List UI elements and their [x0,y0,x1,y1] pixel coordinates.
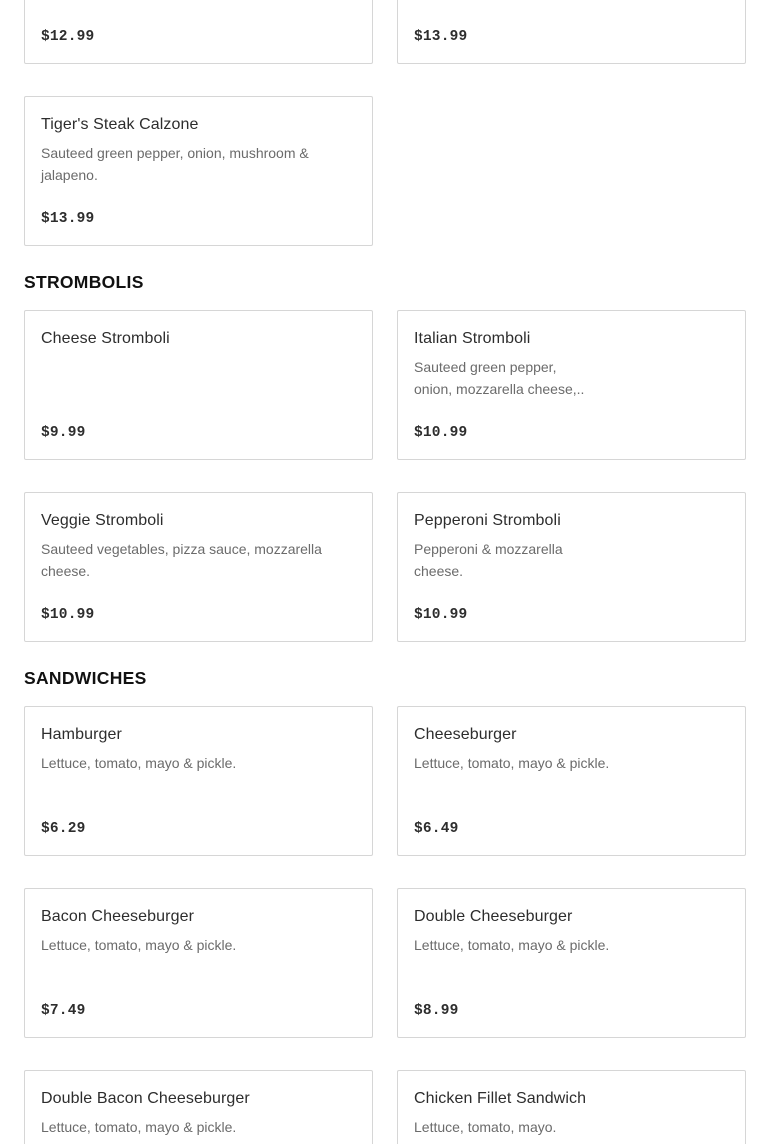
menu-item-card[interactable] [24,310,373,460]
item-description: Sauteed green pepper, onion, mozzarella cheese,.. [414,359,585,397]
item-description: Lettuce, tomato, mayo & pickle. [41,1119,237,1135]
item-price: $7.49 [41,1003,86,1019]
item-name: Veggie Stromboli [41,512,164,529]
item-name: Tiger's Steak Calzone [41,116,199,133]
menu-item-card[interactable] [24,96,373,246]
item-price: $13.99 [414,29,468,45]
menu-item-card[interactable] [24,1070,373,1144]
item-price: $10.99 [414,607,468,623]
item-price: $10.99 [41,607,95,623]
menu-item-card[interactable] [397,706,746,856]
item-name: Hamburger [41,726,122,743]
item-name: Pepperoni Stromboli [414,512,561,529]
item-description: Sauteed green pepper, onion, mushroom & jalapeno. [41,145,309,183]
item-description: Lettuce, tomato, mayo. [414,1119,557,1135]
item-description: Lettuce, tomato, mayo & pickle. [414,755,610,771]
menu-item-card[interactable] [24,888,373,1038]
item-description: Sauteed vegetables, pizza sauce, mozzarella cheese. [41,541,322,579]
menu-item-card[interactable] [24,492,373,642]
item-name: Cheese Stromboli [41,330,170,347]
menu-item-card[interactable] [397,492,746,642]
menu-item-card[interactable] [397,888,746,1038]
menu-item-card[interactable] [24,706,373,856]
item-name: Double Bacon Cheeseburger [41,1090,250,1107]
item-price: $13.99 [41,211,95,227]
item-name: Bacon Cheeseburger [41,908,195,925]
item-name: Chicken Fillet Sandwich [414,1090,587,1107]
item-name: Cheeseburger [414,726,517,743]
item-name: Double Cheeseburger [414,908,573,925]
section-title-sandwiches: SANDWICHES [24,668,147,688]
item-name: Italian Stromboli [414,330,531,347]
section-title-strombolis: STROMBOLIS [24,272,144,292]
item-price: $6.29 [41,821,86,837]
item-description: Lettuce, tomato, mayo & pickle. [41,937,237,953]
item-price: $12.99 [41,29,95,45]
item-description: Pepperoni & mozzarella cheese. [414,541,563,579]
item-price: $9.99 [41,425,86,441]
item-price: $6.49 [414,821,459,837]
item-description: Lettuce, tomato, mayo & pickle. [414,937,610,953]
item-price: $10.99 [414,425,468,441]
menu-item-card[interactable] [397,1070,746,1144]
menu-item-card[interactable] [397,0,746,64]
menu-item-card[interactable] [24,0,373,64]
item-price: $8.99 [414,1003,459,1019]
item-description: Lettuce, tomato, mayo & pickle. [41,755,237,771]
menu-item-card[interactable] [397,310,746,460]
